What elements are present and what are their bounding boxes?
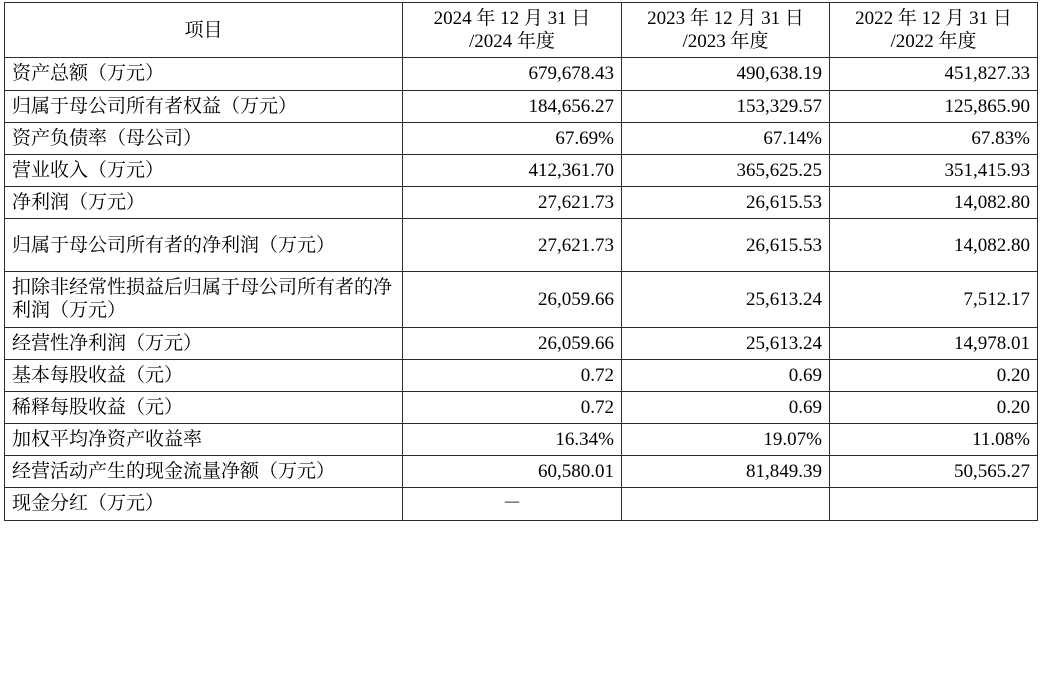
financial-summary-table bbox=[4, 2, 1038, 521]
row-value-2023: 26,615.53 bbox=[622, 187, 830, 219]
row-label: 资产总额（万元） bbox=[5, 58, 403, 90]
row-label: 经营活动产生的现金流量净额（万元） bbox=[5, 456, 403, 488]
row-label: 归属于母公司所有者权益（万元） bbox=[5, 90, 403, 122]
row-value-2024: 0.72 bbox=[403, 359, 622, 391]
row-label: 资产负债率（母公司） bbox=[5, 122, 403, 154]
table-row bbox=[5, 359, 1038, 391]
row-value-2024: 679,678.43 bbox=[403, 58, 622, 90]
row-value-2024: 60,580.01 bbox=[403, 456, 622, 488]
row-value-2023: 25,613.24 bbox=[622, 272, 830, 327]
column-header-item: 项目 bbox=[5, 3, 403, 58]
table-row bbox=[5, 154, 1038, 186]
row-value-2022: 451,827.33 bbox=[830, 58, 1038, 90]
row-value-2022: 0.20 bbox=[830, 359, 1038, 391]
table-row bbox=[5, 58, 1038, 90]
row-value-2022: 7,512.17 bbox=[830, 272, 1038, 327]
row-value-2023 bbox=[622, 488, 830, 520]
table-row bbox=[5, 219, 1038, 272]
row-label: 净利润（万元） bbox=[5, 187, 403, 219]
column-header-2024 bbox=[403, 3, 622, 58]
row-value-2024: 412,361.70 bbox=[403, 154, 622, 186]
row-label: 经营性净利润（万元） bbox=[5, 327, 403, 359]
row-value-2023: 26,615.53 bbox=[622, 219, 830, 272]
table-row bbox=[5, 424, 1038, 456]
column-header-2024-line2: /2024 年度 bbox=[468, 31, 556, 53]
row-value-2022: 125,865.90 bbox=[830, 90, 1038, 122]
table-row bbox=[5, 456, 1038, 488]
row-value-2024: 27,621.73 bbox=[403, 219, 622, 272]
row-value-2023: 67.14% bbox=[622, 122, 830, 154]
row-label: 营业收入（万元） bbox=[5, 154, 403, 186]
column-header-2023-line2: /2023 年度 bbox=[682, 31, 769, 53]
row-value-2023: 81,849.39 bbox=[622, 456, 830, 488]
row-value-2022: 14,082.80 bbox=[830, 219, 1038, 272]
row-value-2022: 14,978.01 bbox=[830, 327, 1038, 359]
row-value-2024: 27,621.73 bbox=[403, 187, 622, 219]
table-row bbox=[5, 488, 1038, 520]
row-value-2024: 0.72 bbox=[403, 391, 622, 423]
row-value-2022: 14,082.80 bbox=[830, 187, 1038, 219]
row-value-2022: 50,565.27 bbox=[830, 456, 1038, 488]
table-row bbox=[5, 272, 1038, 327]
row-label: 加权平均净资产收益率 bbox=[5, 424, 403, 456]
row-label: 现金分红（万元） bbox=[5, 488, 403, 520]
row-value-2024: 67.69% bbox=[403, 122, 622, 154]
row-value-2023: 490,638.19 bbox=[622, 58, 830, 90]
row-value-2023: 365,625.25 bbox=[622, 154, 830, 186]
row-value-2023: 153,329.57 bbox=[622, 90, 830, 122]
row-value-2022: 11.08% bbox=[830, 424, 1038, 456]
row-value-2023: 19.07% bbox=[622, 424, 830, 456]
row-label: 归属于母公司所有者的净利润（万元） bbox=[5, 219, 403, 272]
table-row bbox=[5, 90, 1038, 122]
column-header-2022 bbox=[830, 3, 1038, 58]
row-value-2024: 184,656.27 bbox=[403, 90, 622, 122]
row-value-2022: 0.20 bbox=[830, 391, 1038, 423]
table-row bbox=[5, 187, 1038, 219]
row-value-2022: 67.83% bbox=[830, 122, 1038, 154]
table-row bbox=[5, 391, 1038, 423]
table-row bbox=[5, 327, 1038, 359]
table-header-row bbox=[5, 3, 1038, 58]
row-value-2023: 0.69 bbox=[622, 359, 830, 391]
row-value-2024: － bbox=[403, 488, 622, 520]
row-label: 稀释每股收益（元） bbox=[5, 391, 403, 423]
table-row bbox=[5, 122, 1038, 154]
row-label: 基本每股收益（元） bbox=[5, 359, 403, 391]
column-header-2023-line1: 2023 年 12 月 31 日 bbox=[647, 8, 804, 29]
row-value-2024: 26,059.66 bbox=[403, 327, 622, 359]
table-header bbox=[5, 3, 1038, 58]
row-label: 扣除非经常性损益后归属于母公司所有者的净利润（万元） bbox=[5, 272, 403, 327]
column-header-2022-line1: 2022 年 12 月 31 日 bbox=[855, 8, 1012, 29]
row-value-2024: 16.34% bbox=[403, 424, 622, 456]
column-header-2023 bbox=[622, 3, 830, 58]
row-value-2023: 0.69 bbox=[622, 391, 830, 423]
table-body bbox=[5, 58, 1038, 520]
column-header-2024-line1: 2024 年 12 月 31 日 bbox=[433, 8, 591, 29]
row-value-2022 bbox=[830, 488, 1038, 520]
row-value-2023: 25,613.24 bbox=[622, 327, 830, 359]
row-value-2022: 351,415.93 bbox=[830, 154, 1038, 186]
column-header-2022-line2: /2022 年度 bbox=[890, 31, 977, 53]
document-page bbox=[0, 2, 1047, 683]
row-value-2024: 26,059.66 bbox=[403, 272, 622, 327]
